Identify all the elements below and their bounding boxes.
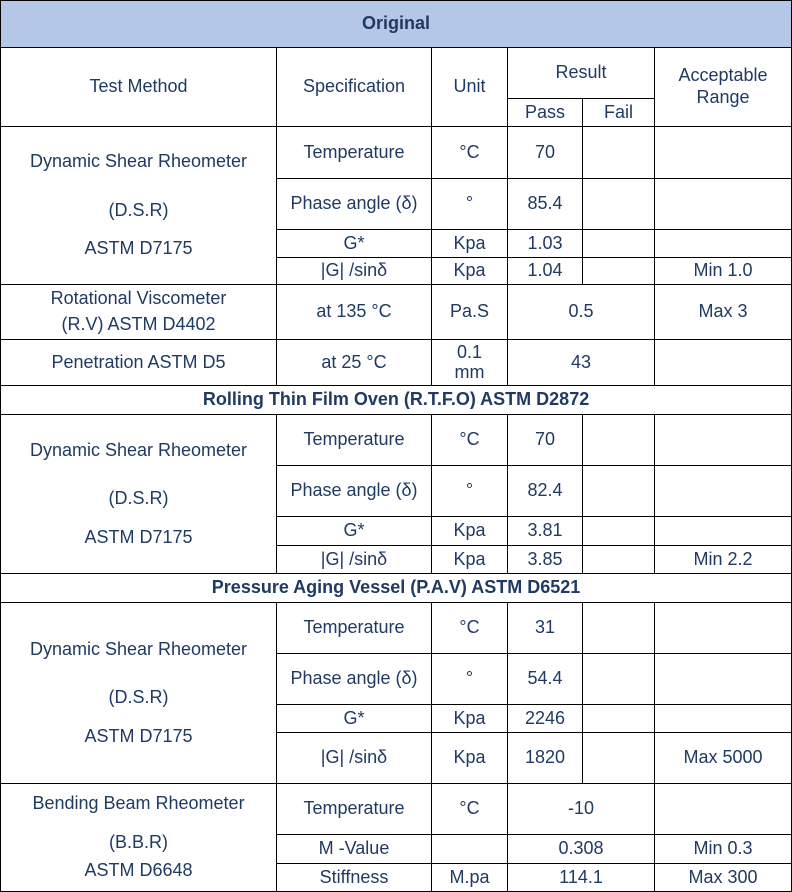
unit-cell: °	[432, 654, 508, 705]
method-original-dsr	[1, 127, 277, 285]
method-standard: ASTM D6648	[84, 860, 193, 881]
spec-cell: at 25 °C	[277, 340, 432, 386]
unit-cell: Kpa	[432, 230, 508, 258]
spec-cell: Temperature	[277, 603, 432, 654]
unit-cell: M.pa	[432, 864, 508, 892]
method-pav-dsr	[1, 603, 277, 784]
header-pass: Pass	[508, 99, 583, 127]
unit-cell: °	[432, 466, 508, 517]
pass-cell: 3.85	[508, 546, 583, 574]
header-specification: Specification	[277, 48, 432, 127]
unit-cell	[432, 340, 508, 386]
result-cell: 0.308	[508, 835, 655, 864]
method-name: Bending Beam Rheometer	[32, 793, 245, 814]
range-cell	[655, 705, 792, 733]
unit-cell: °C	[432, 127, 508, 179]
pass-cell: 82.4	[508, 466, 583, 517]
table-title: Original	[1, 1, 792, 48]
method-standard: ASTM D7175	[84, 238, 193, 259]
unit-cell: Pa.S	[432, 285, 508, 340]
pass-cell: 2246	[508, 705, 583, 733]
pass-cell: 85.4	[508, 179, 583, 230]
range-cell: Max 5000	[655, 733, 792, 784]
spec-cell: Temperature	[277, 127, 432, 179]
range-cell	[655, 127, 792, 179]
range-cell	[655, 230, 792, 258]
fail-cell	[583, 654, 655, 705]
header-fail: Fail	[583, 99, 655, 127]
fail-cell	[583, 517, 655, 546]
unit-cell: °C	[432, 603, 508, 654]
method-standard: ASTM D7175	[84, 725, 193, 746]
spec-cell: M -Value	[277, 835, 432, 864]
method-standard: (R.V) ASTM D4402	[61, 314, 216, 334]
method-abbr: (D.S.R)	[108, 199, 169, 220]
unit-line: 0.1	[456, 341, 483, 362]
fail-cell	[583, 415, 655, 466]
method-rotational-viscometer	[1, 285, 277, 340]
method-abbr: (B.B.R)	[108, 831, 168, 852]
range-cell: Min 1.0	[655, 258, 792, 285]
spec-cell: Phase angle (δ)	[277, 654, 432, 705]
result-cell: 43	[508, 340, 655, 386]
result-cell: 0.5	[508, 285, 655, 340]
unit-cell: °C	[432, 415, 508, 466]
header-result: Result	[508, 48, 655, 99]
spec-cell: at 135 °C	[277, 285, 432, 340]
fail-cell	[583, 179, 655, 230]
range-cell: Min 2.2	[655, 546, 792, 574]
unit-cell: °	[432, 179, 508, 230]
result-cell: -10	[508, 784, 655, 835]
range-cell	[655, 784, 792, 835]
spec-cell: |G| /sinδ	[277, 258, 432, 285]
range-cell	[655, 466, 792, 517]
fail-cell	[583, 466, 655, 517]
range-cell: Max 300	[655, 864, 792, 892]
header-acceptable-range: Acceptable Range	[655, 48, 792, 127]
spec-cell: Temperature	[277, 784, 432, 835]
pass-cell: 1820	[508, 733, 583, 784]
unit-cell: Kpa	[432, 733, 508, 784]
fail-cell	[583, 230, 655, 258]
method-name: Rotational Viscometer	[50, 288, 227, 309]
range-cell: Max 3	[655, 285, 792, 340]
unit-cell	[432, 835, 508, 864]
spec-cell: Stiffness	[277, 864, 432, 892]
fail-cell	[583, 603, 655, 654]
result-cell: 114.1	[508, 864, 655, 892]
range-cell	[655, 517, 792, 546]
method-rtfo-dsr	[1, 415, 277, 574]
unit-cell: Kpa	[432, 517, 508, 546]
pass-cell: 31	[508, 603, 583, 654]
unit-cell: °C	[432, 784, 508, 835]
unit-cell: Kpa	[432, 546, 508, 574]
unit-cell: Kpa	[432, 705, 508, 733]
section-title-rtfo: Rolling Thin Film Oven (R.T.F.O) ASTM D2872	[1, 386, 792, 415]
fail-cell	[583, 258, 655, 285]
method-name: Dynamic Shear Rheometer	[29, 638, 248, 659]
spec-cell: G*	[277, 517, 432, 546]
spec-cell: G*	[277, 705, 432, 733]
range-cell	[655, 415, 792, 466]
range-cell	[655, 179, 792, 230]
method-bbr	[1, 784, 277, 892]
pass-cell: 54.4	[508, 654, 583, 705]
method-name: Dynamic Shear Rheometer	[29, 151, 248, 172]
header-test-method: Test Method	[1, 48, 277, 127]
fail-cell	[583, 127, 655, 179]
spec-cell: G*	[277, 230, 432, 258]
range-cell	[655, 603, 792, 654]
fail-cell	[583, 705, 655, 733]
range-cell	[655, 340, 792, 386]
fail-cell	[583, 733, 655, 784]
section-title-pav: Pressure Aging Vessel (P.A.V) ASTM D6521	[1, 574, 792, 603]
method-name: Dynamic Shear Rheometer	[29, 439, 248, 460]
spec-cell: Phase angle (δ)	[277, 179, 432, 230]
method-penetration: Penetration ASTM D5	[1, 340, 277, 386]
pass-cell: 70	[508, 415, 583, 466]
spec-cell: Phase angle (δ)	[277, 466, 432, 517]
unit-cell: Kpa	[432, 258, 508, 285]
range-cell: Min 0.3	[655, 835, 792, 864]
pass-cell: 1.04	[508, 258, 583, 285]
pass-cell: 3.81	[508, 517, 583, 546]
method-standard: ASTM D7175	[84, 526, 193, 547]
method-abbr: (D.S.R)	[108, 488, 169, 509]
spec-cell: |G| /sinδ	[277, 733, 432, 784]
header-unit: Unit	[432, 48, 508, 127]
fail-cell	[583, 546, 655, 574]
spec-cell: Temperature	[277, 415, 432, 466]
range-cell	[655, 654, 792, 705]
pass-cell: 70	[508, 127, 583, 179]
spec-cell: |G| /sinδ	[277, 546, 432, 574]
method-abbr: (D.S.R)	[108, 687, 169, 708]
pass-cell: 1.03	[508, 230, 583, 258]
unit-line: mm	[454, 361, 485, 382]
